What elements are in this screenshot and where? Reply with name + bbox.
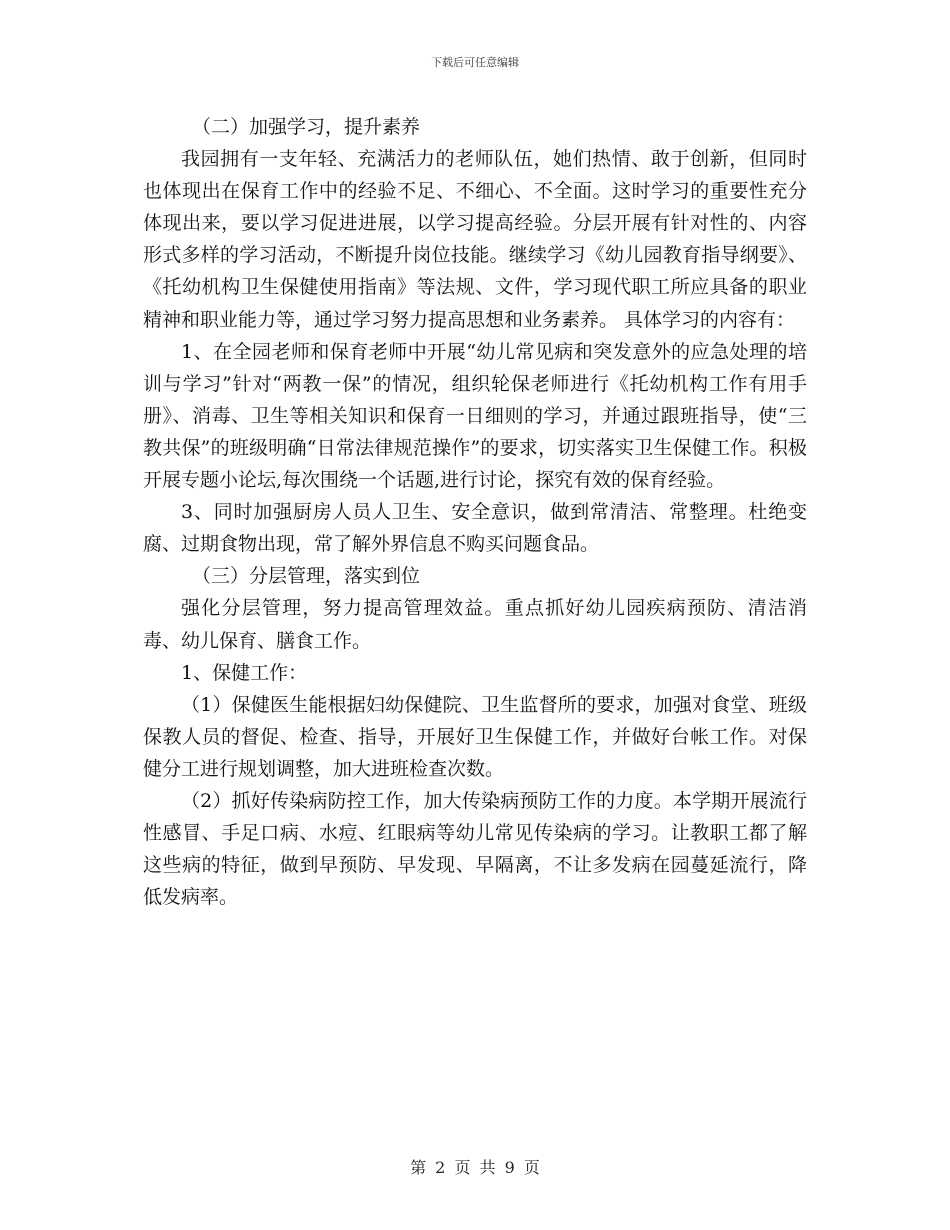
- section-3-heading: （三）分层管理，落实到位: [192, 565, 421, 588]
- page-header: 下载后可任意编辑: [431, 56, 519, 69]
- section-2-heading: （二）加强学习，提升素养: [192, 116, 421, 138]
- section-2-intro-paragraph: 我园拥有一支年轻、充满活力的老师队伍，她们热情、敢于创新，但同时也体现出在保育工作中的经验不足、不细心、不全面。这时学习的重要性充分体现出来，要以学习促进进展，以学习提高经验。分层开展有针对性的、内容形式多样的学习活动，不断提升岗位技能。继续学习《幼儿园教育指导纲要》、《托幼机构卫生保健使用指南》等法规、文件，学习现代职工所应具备的职业精神和职业能力等，通过学习努力提高思想和业务素养。 具体学习的内容有：: [143, 148, 807, 331]
- page-number-footer: 第 2 页 共 9 页: [410, 1158, 540, 1177]
- document-body: [143, 111, 807, 913]
- sub-item-1-paragraph: （1）保健医生能根据妇幼保健院、卫生监督所的要求，加强对食堂、班级保教人员的督促、检查、指导，开展好卫生保健工作，并做好台帐工作。对保健分工进行规划调整，加大进班检查次数。: [143, 693, 807, 780]
- item-1-paragraph: 1、在全园老师和保育老师中开展“幼儿常见病和突发意外的应急处理的培训与学习”针对“两教一保”的情况，组织轮保老师进行《托幼机构工作有用手册》、消毒、卫生等相关知识和保育一日细则的学习，并通过跟班指导，使“三教共保”的班级明确“日常法律规范操作”的要求，切实落实卫生保健工作。积极开展专题小论坛,每次围绕一个话题,进行讨论，探究有效的保育经验。: [143, 340, 807, 492]
- sub-item-2-paragraph: （2）抓好传染病防控工作，加大传染病预防工作的力度。本学期开展流行性感冒、手足口病、水痘、红眼病等幼儿常见传染病的学习。让教职工都了解这些病的特征，做到早预防、早发现、早隔离，不让多发病在园蔓延流行，降低发病率。: [143, 789, 807, 909]
- section-3-intro-paragraph: 强化分层管理，努力提高管理效益。重点抓好幼儿园疾病预防、清洁消毒、幼儿保育、膳食工作。: [143, 597, 807, 652]
- item-3-paragraph: 3、同时加强厨房人员人卫生、安全意识，做到常清洁、常整理。杜绝变腐、过期食物出现，常了解外界信息不购买问题食品。: [143, 501, 807, 556]
- sub-heading-health-work: 1、保健工作：: [181, 661, 308, 684]
